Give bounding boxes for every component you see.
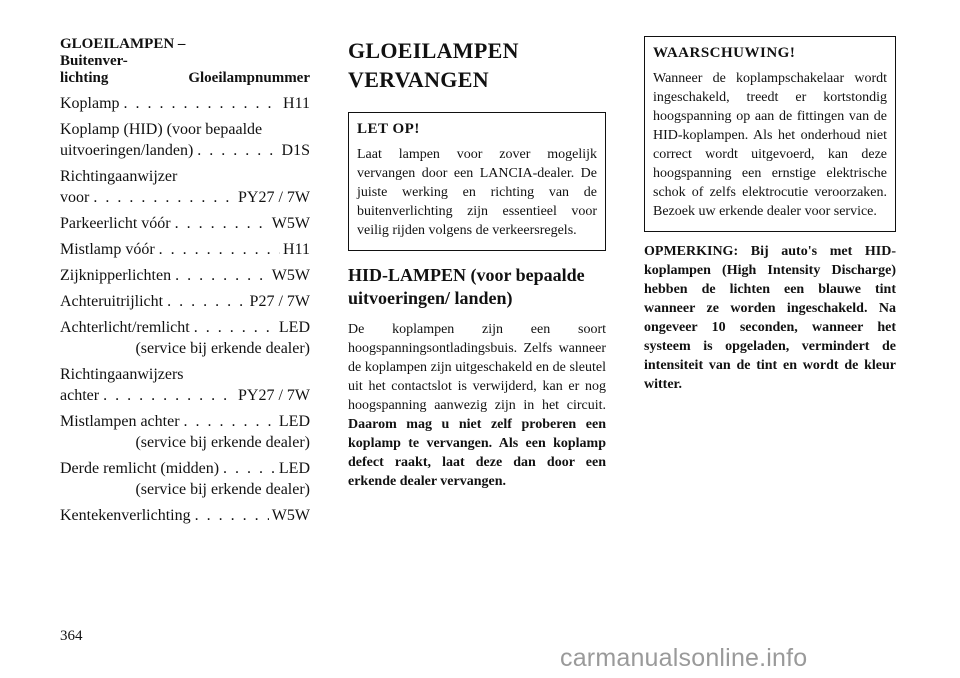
warning-column — [644, 36, 896, 394]
bulb-value: P27 / 7W — [249, 293, 310, 310]
warning-box — [644, 36, 896, 232]
bulb-list-column — [60, 36, 310, 531]
page-number: 364 — [60, 628, 83, 644]
bulb-label-cont: voor — [60, 189, 90, 206]
bulb-row — [60, 119, 310, 161]
bulb-label-cont: achter — [60, 387, 100, 404]
bulb-value: H11 — [283, 95, 310, 112]
bulb-value: LED — [278, 460, 310, 477]
warning-title: WAARSCHUWING! — [653, 45, 796, 61]
bulb-row — [60, 239, 310, 260]
bulb-row — [60, 364, 310, 406]
heading-line-1: GLOEILAMPEN – — [60, 36, 186, 52]
bulb-row — [60, 317, 310, 359]
replacement-column — [348, 36, 606, 491]
heading-line-2: Buitenver- — [60, 53, 128, 69]
bulb-row — [60, 458, 310, 500]
bulb-label: Richtingaanwijzers — [60, 366, 184, 383]
section-title-line-2: VERVANGEN — [348, 67, 489, 92]
bulb-value: W5W — [271, 267, 310, 284]
watermark: carmanualsonline.info — [560, 644, 808, 672]
hid-heading: HID-LAMPEN (voor bepaalde uitvoeringen/ landen) — [348, 265, 585, 308]
bulb-value: W5W — [271, 215, 310, 232]
bulb-value: D1S — [281, 142, 310, 159]
bulb-label: Achteruitrijlicht — [60, 293, 164, 310]
bulb-label: Achterlicht/remlicht — [60, 319, 190, 336]
heading-line-3 — [60, 70, 310, 87]
bulb-row — [60, 411, 310, 453]
section-title-line-1: GLOEILAMPEN — [348, 38, 519, 63]
bulb-label: Parkeerlicht vóór — [60, 215, 171, 232]
bulb-value: H11 — [283, 241, 310, 258]
bulb-service-note: (service bij erkende dealer) — [135, 434, 310, 451]
heading-bulb-number: Gloeilampnummer — [188, 70, 310, 86]
bulb-row — [60, 213, 310, 234]
warning-text: Wanneer de koplampschakelaar wordt ingeschakeld, treedt er kortstondig hoogspanning op aan de fittingen van de HID-koplampen. Als het onderhoud niet correct wordt uitgevoerd, kan deze hoogspanning een ernstige elektrische schok of zelfs elektrocutie veroorzaken. Bezoek uw erkende dealer voor service. — [653, 71, 887, 219]
bulb-value: PY27 / 7W — [238, 387, 310, 404]
bulb-label: Richtingaanwijzer — [60, 168, 178, 185]
bulb-row — [60, 291, 310, 312]
section-title — [348, 36, 606, 94]
bulb-label-cont: uitvoeringen/landen) — [60, 142, 194, 159]
bulb-label: Derde remlicht (midden) — [60, 460, 220, 477]
heading-lighting: lichting — [60, 70, 109, 86]
hid-note: OPMERKING: Bij auto's met HID-koplampen (High Intensity Discharge) hebben de lichten een blauwe tint wanneer ze worden ingeschakeld. Na ongeveer 10 seconden, wanneer het systeem is opgeladen, vermindert de intensiteit van de tint en wordt de kleur witter. — [644, 244, 896, 392]
caution-box — [348, 112, 606, 251]
hid-text: De koplampen zijn een soort hoogspanningsontladingsbuis. Zelfs wanneer de koplampen zijn uitgeschakeld en de sleutel uit het contactslot is verwijderd, kan er nog hoogspanning aanwezig zijn in het circuit. — [348, 322, 606, 413]
caution-title: LET OP! — [357, 121, 420, 137]
bulb-label: Mistlamp vóór — [60, 241, 155, 258]
bulb-label: Kentekenverlichting — [60, 507, 191, 524]
bulb-label: Zijknipperlichten — [60, 267, 172, 284]
caution-text: Laat lampen voor zover mogelijk vervangen door een LANCIA-dealer. De juiste werking en richting van de buitenverlichting zijn essentieel voor veilig rijden volgens de verkeersregels. — [357, 147, 597, 238]
bulb-service-note: (service bij erkende dealer) — [135, 481, 310, 498]
hid-paragraph — [348, 320, 606, 491]
bulb-list-heading — [60, 36, 310, 87]
bulb-value: LED — [278, 413, 310, 430]
bulb-row — [60, 265, 310, 286]
bulb-value: LED — [278, 319, 310, 336]
bulb-value: PY27 / 7W — [238, 189, 310, 206]
hid-bold-text: Daarom mag u niet zelf proberen een koplamp te vervangen. Als een koplamp defect raakt, laat deze dan door een erkende dealer vervangen. — [348, 417, 606, 489]
bulb-label: Koplamp (HID) (voor bepaalde — [60, 121, 263, 138]
bulb-label: Koplamp — [60, 95, 120, 112]
bulb-service-note: (service bij erkende dealer) — [135, 340, 310, 357]
bulb-row — [60, 93, 310, 114]
bulb-row — [60, 505, 310, 526]
bulb-value: W5W — [271, 507, 310, 524]
bulb-label: Mistlampen achter — [60, 413, 180, 430]
bulb-row — [60, 166, 310, 208]
